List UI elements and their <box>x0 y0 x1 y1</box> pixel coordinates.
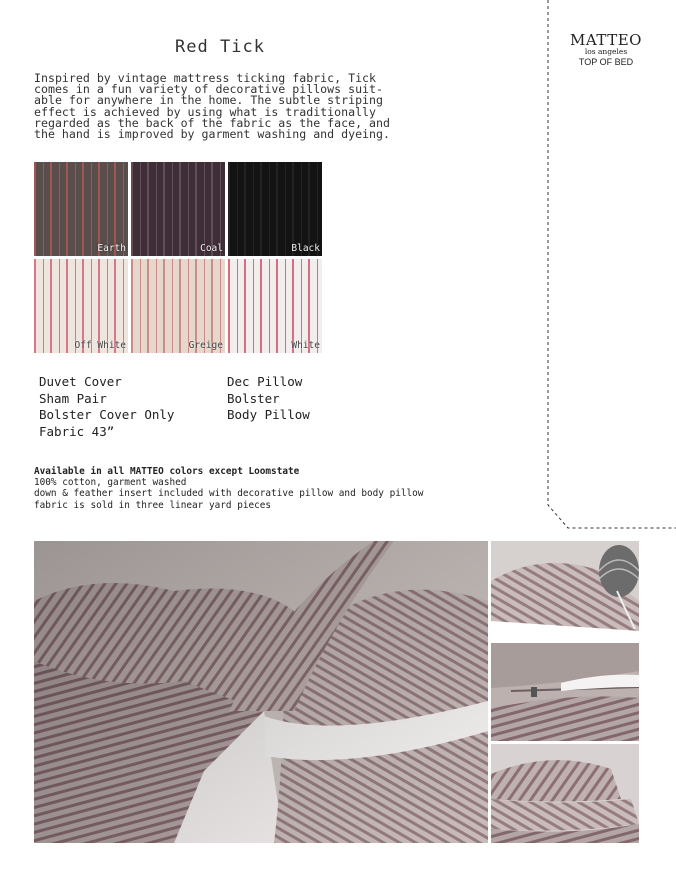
product-item: Bolster Cover Only <box>39 407 175 422</box>
product-description: Inspired by vintage mattress ticking fabric, Tick comes in a fun variety of decorative pillows suit- able for anywhere in the home. The subtle striping effect is achieved by using what is traditionally regarded as the back of the fabric as the face, and the hand is improved by garment washing and dyeing. <box>34 71 390 142</box>
product-notes <box>34 466 424 511</box>
product-item: Duvet Cover <box>39 374 122 389</box>
swatch-black[interactable] <box>228 162 322 256</box>
note-line: fabric is sold in three linear yard pieces <box>34 499 272 511</box>
swatch-label: Greige <box>188 340 223 351</box>
swatch-earth[interactable] <box>34 162 128 256</box>
product-item: Bolster <box>227 390 280 406</box>
note-line: 100% cotton, garment washed <box>34 477 187 489</box>
note-line: Available in all MATTEO colors except Loomstate <box>34 466 300 477</box>
swatch-greige[interactable] <box>131 259 225 353</box>
brand-logo <box>566 33 646 68</box>
bolster-photo <box>491 541 639 640</box>
brand-city: los angeles <box>584 47 628 56</box>
swatch-label: Off White <box>74 340 126 351</box>
swatch-off-white[interactable] <box>34 259 128 353</box>
swatch-label: Black <box>291 243 320 254</box>
product-item: Sham Pair <box>39 390 107 406</box>
swatch-label: Earth <box>97 243 126 254</box>
pillow-stack-photo <box>491 744 639 843</box>
zipper-detail-photo <box>491 643 639 741</box>
color-swatches <box>34 162 324 353</box>
bedding-photo-main <box>34 541 488 843</box>
product-list <box>39 374 359 440</box>
page-title: Red Tick <box>175 37 265 57</box>
product-item: Body Pillow <box>227 407 310 422</box>
brand-name: MATTEO <box>570 31 642 49</box>
note-line: down & feather insert included with decorative pillow and body pillow <box>34 488 424 500</box>
swatch-label: White <box>291 340 320 351</box>
swatch-label: Coal <box>200 243 223 254</box>
product-item: Fabric 43” <box>39 423 115 439</box>
swatch-white[interactable] <box>228 259 322 353</box>
swatch-coal[interactable] <box>131 162 225 256</box>
catalog-section: TOP OF BED <box>578 57 634 67</box>
product-item: Dec Pillow <box>227 374 303 389</box>
